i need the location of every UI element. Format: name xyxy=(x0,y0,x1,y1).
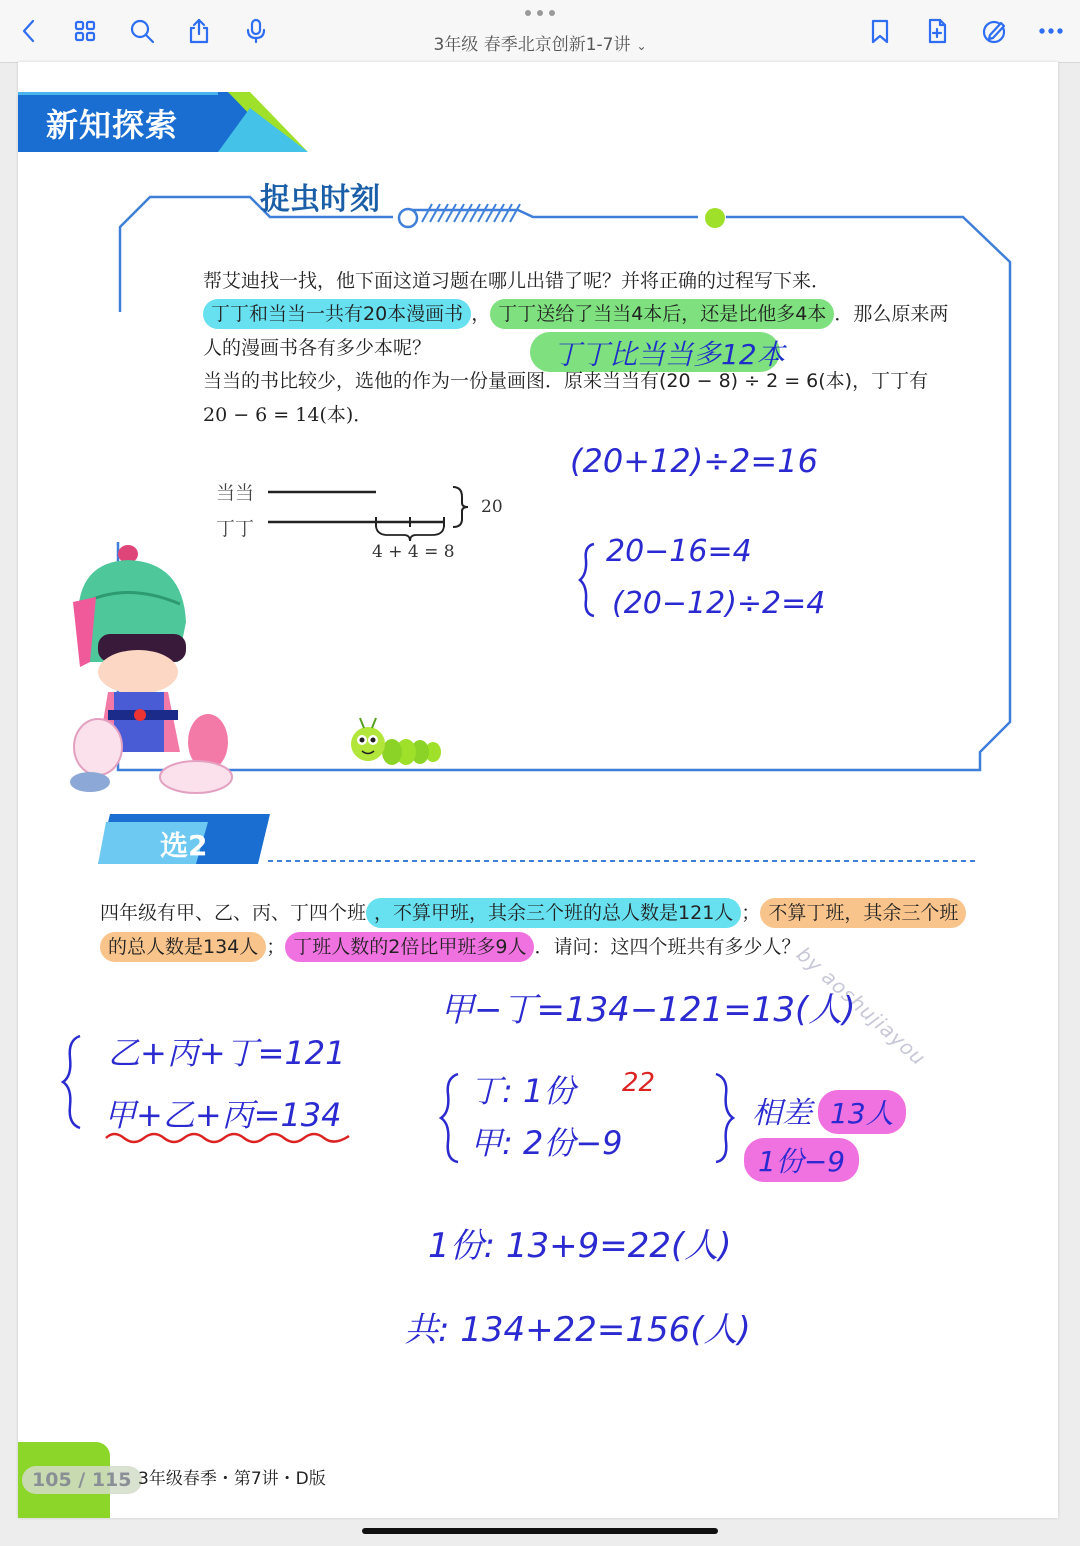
handwritten-note-part: 1份−9 xyxy=(744,1138,859,1182)
handwritten-total: 共: 134+22=156(人) xyxy=(404,1310,751,1350)
highlight-green: 丁丁送给了当当4本后，还是比他多4本 xyxy=(490,299,834,329)
document-page[interactable] xyxy=(18,62,1058,1518)
window-grab-dots-icon[interactable] xyxy=(522,8,558,18)
problem1-tail: ．那么原来两 xyxy=(834,303,949,325)
problem2-line2 xyxy=(100,930,800,964)
search-icon[interactable] xyxy=(125,14,159,48)
handwritten-eq3: (20−12)÷2=4 xyxy=(612,586,826,621)
grid-icon[interactable] xyxy=(68,14,102,48)
handwritten-note-13: 13人 xyxy=(818,1090,906,1134)
microphone-icon[interactable] xyxy=(239,14,273,48)
more-icon[interactable] xyxy=(1034,14,1068,48)
handwritten-ding: 丁: 1份 xyxy=(470,1072,576,1110)
cartoon-girl-illustration xyxy=(68,542,258,802)
dashed-divider xyxy=(268,858,978,864)
highlight-orange-cont: 的总人数是134人 xyxy=(100,932,266,962)
handwritten-jia: 甲: 2份−9 xyxy=(470,1124,623,1162)
red-wavy-underline xyxy=(104,1128,354,1148)
problem1-line2 xyxy=(203,297,948,331)
diagram-difference: 4 + 4 = 8 xyxy=(372,542,455,562)
handwritten-eqB: 甲+乙+丙=134 xyxy=(104,1096,342,1134)
share-icon[interactable] xyxy=(182,14,216,48)
handwritten-one-part: 1份: 13+9=22(人) xyxy=(428,1226,732,1266)
problem1-line1: 帮艾迪找一找，他下面这道习题在哪儿出错了呢？并将正确的过程写下来． xyxy=(203,270,831,292)
diagram-label-dangdang: 当当 xyxy=(216,482,255,504)
bookmark-icon[interactable] xyxy=(863,14,897,48)
document-title[interactable] xyxy=(400,30,680,55)
select-banner-title: 选2 xyxy=(160,829,208,862)
back-icon[interactable] xyxy=(12,14,46,48)
highlight-orange: 不算丁班，其余三个班 xyxy=(760,898,966,928)
handwritten-brace-right xyxy=(712,1070,736,1166)
handwritten-eqA: 乙+丙+丁=121 xyxy=(108,1034,346,1072)
footer-text: 3年级春季・第7讲・D版 xyxy=(138,1469,326,1489)
handwritten-eq2: 20−16=4 xyxy=(606,534,752,569)
add-page-icon[interactable] xyxy=(920,14,954,48)
handwritten-eq1: (20+12)÷2=16 xyxy=(570,442,818,480)
highlight-pink: 丁班人数的2倍比甲班多9人 xyxy=(285,932,534,962)
problem1-line3: 人的漫画书各有多少本呢？ xyxy=(203,337,432,359)
section-banner-title: 新知探索 xyxy=(46,106,179,144)
handwritten-note-diff: 相差 xyxy=(752,1096,812,1131)
diagram-total: 20 xyxy=(481,497,503,517)
problem1-line4: 当当的书比较少，选他的作为一份量画图．原来当当有(20 − 8) ÷ 2 = 6(本)，丁丁有 xyxy=(203,370,929,392)
handwritten-difference: 甲−丁=134−121=13(人) xyxy=(440,990,856,1030)
problem2-tail: ．请问：这四个班共有多少人？ xyxy=(534,936,801,958)
document-title-text: 3年级 春季北京创新1-7讲 xyxy=(433,35,631,55)
top-toolbar xyxy=(0,0,1080,63)
handwritten-ding-value: 22 xyxy=(622,1068,656,1098)
handwritten-brace-mid xyxy=(438,1070,462,1166)
highlight-cyan-2: ，不算甲班，其余三个班的总人数是121人 xyxy=(366,898,741,928)
chevron-down-icon: ⌄ xyxy=(636,39,647,53)
markup-icon[interactable] xyxy=(977,14,1011,48)
handwritten-green-note: 丁丁比当当多12本 xyxy=(553,338,785,371)
handwritten-brace-left xyxy=(60,1032,84,1132)
handwritten-brace xyxy=(578,540,598,620)
separator: ； xyxy=(266,936,286,958)
bug-hunt-title: 捉虫时刻 xyxy=(260,182,380,217)
problem2-line1 xyxy=(100,896,966,930)
separator: ； xyxy=(741,902,761,924)
problem1-line5: 20 − 6 = 14(本)． xyxy=(203,404,373,426)
highlight-cyan: 丁丁和当当一共有20本漫画书 xyxy=(203,299,471,329)
problem2-start: 四年级有甲、乙、丙、丁四个班 xyxy=(100,902,367,924)
diagram-label-dingding: 丁丁 xyxy=(216,518,255,540)
caterpillar-illustration xyxy=(348,714,443,774)
page-counter[interactable]: 105 / 115 xyxy=(22,1466,142,1494)
separator: ， xyxy=(471,303,491,325)
home-indicator[interactable] xyxy=(362,1528,718,1534)
watermark-text: by aoshujiayou xyxy=(791,942,931,1071)
